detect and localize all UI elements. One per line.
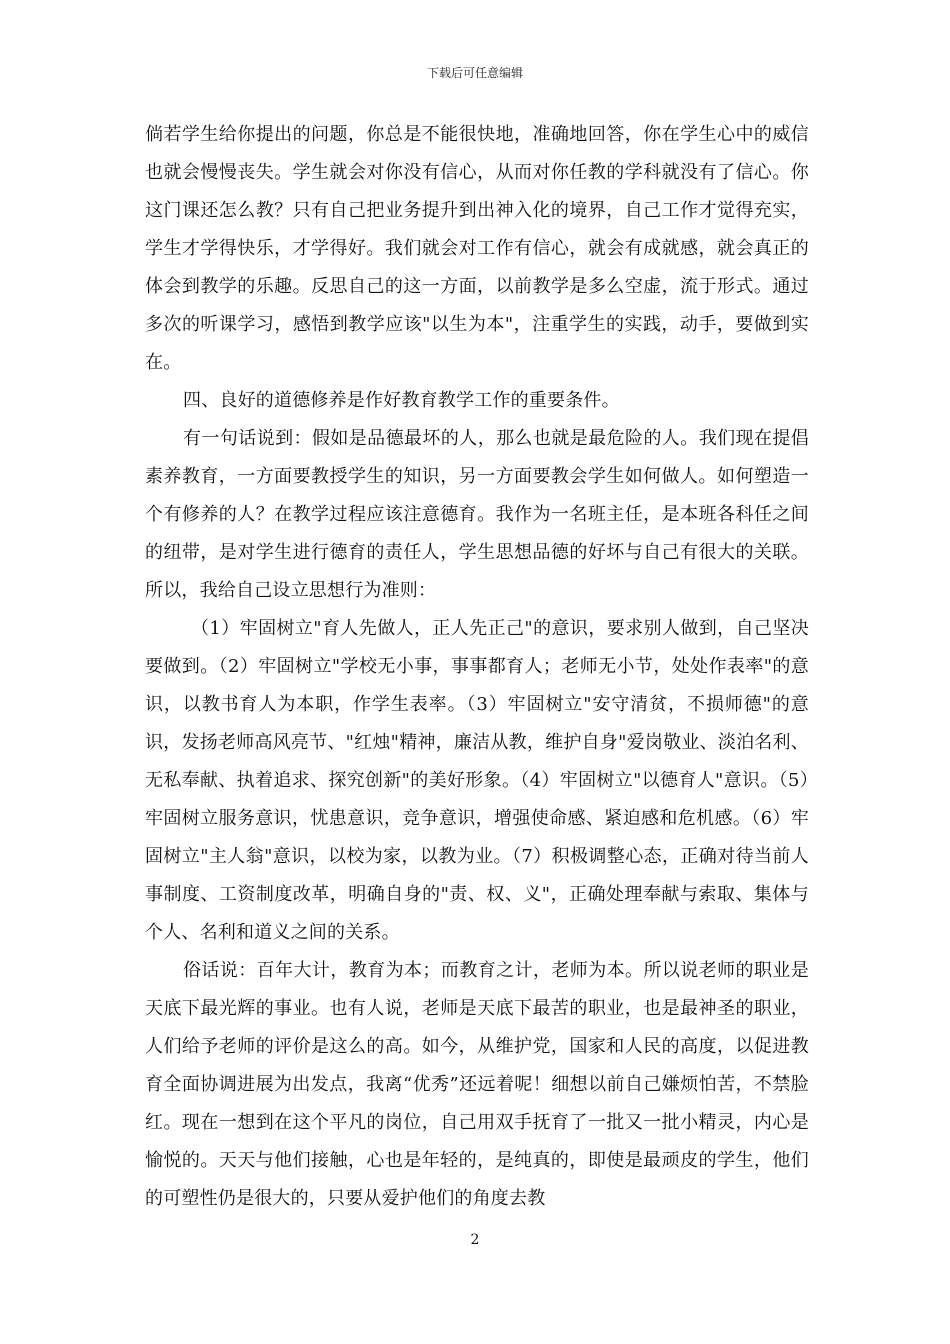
paragraph-continuation: 倘若学生给你提出的问题，你总是不能很快地，准确地回答，你在学生心中的威信也就会慢慢丧失。学生就会对你没有信心，从而对你任教的学科就没有了信心。你这门课还怎么教？只有自己把业务提升到出神入化的境界，自己工作才觉得充实，学生才学得快乐，才学得好。我们就会对工作有信心，就会有成就感，就会真正的体会到教学的乐趣。反思自己的这一方面，以前教学是多么空虚，流于形式。通过多次的听课学习，感悟到教学应该"以生为本"，注重学生的实践，动手，要做到实在。 <box>145 124 809 373</box>
paragraph-numbered-rules: （1）牢固树立"育人先做人，正人先正己"的意识，要求别人做到，自己坚决要做到。（2）牢固树立"学校无小事，事事都育人；老师无小节，处处作表率"的意识，以教书育人为本职，作学生表率。（3）牢固树立"安守清贫，不损师德"的意识，发扬老师高风亮节、"红烛"精神，廉洁从教，维护自身"爱岗敬业、淡泊名利、无私奉献、执着追求、探究创新"的美好形象。（4）牢固树立"以德育人"意识。（5）牢固树立服务意识，忧患意识，竞争意识，增强使命感、紧迫感和危机感。（6）牢固树立"主人翁"意识，以校为家，以教为业。（7）积极调整心态，正确对待当前人事制度、工资制度改革，明确自身的"责、权、义"，正确处理奉献与索取、集体与个人、名利和道义之间的关系。 <box>145 618 809 943</box>
page-number: 2 <box>470 1232 480 1248</box>
paragraph: 俗话说：百年大计，教育为本；而教育之计，老师为本。所以说老师的职业是天底下最光辉的事业。也有人说，老师是天底下最苦的职业，也是最神圣的职业，人们给予老师的评价是这么的高。如今，从维护党，国家和人民的高度，以促进教育全面协调进展为出发点，我离“优秀”还远着呢！细想以前自己嫌烦怕苦，不禁脸红。现在一想到在这个平凡的岗位，自己用双手抚育了一批又一批小精灵，内心是愉悦的。天天与他们接触，心也是年轻的，是纯真的，即使是最顽皮的学生，他们的可塑性仍是很大的，只要从爱护他们的角度去教 <box>145 960 809 1209</box>
page-header: 下载后可任意编辑 <box>426 66 523 80</box>
paragraph: 有一句话说到：假如是品德最坏的人，那么也就是最危险的人。我们现在提倡素养教育，一方面要教授学生的知识，另一方面要教会学生如何做人。如何塑造一个有修养的人？在教学过程应该注意德育。我作为一名班主任，是本班各科任之间的纽带，是对学生进行德育的责任人，学生思想品德的好坏与自己有很大的关联。所以，我给自己设立思想行为准则： <box>145 428 809 601</box>
document-body <box>145 116 809 1218</box>
section-heading: 四、良好的道德修养是作好教育教学工作的重要条件。 <box>183 390 620 411</box>
